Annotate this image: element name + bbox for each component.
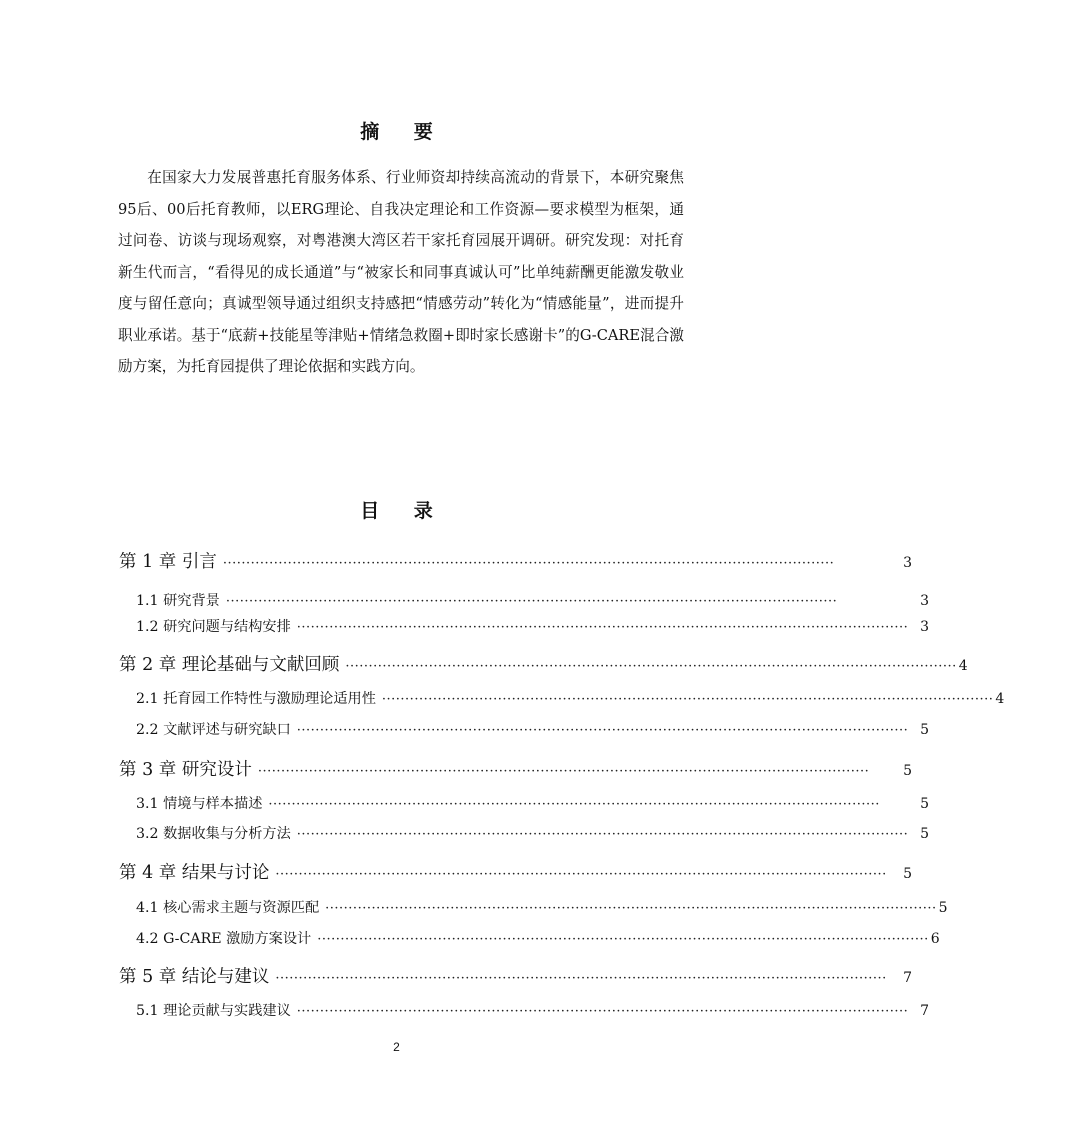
toc-entry-section-1-2[interactable]	[0, 616, 1080, 636]
toc-entry-chapter-4[interactable]	[0, 859, 1057, 884]
toc-entry-section-4-2[interactable]	[0, 928, 1086, 948]
toc-entry-label: 2.2 文献评述与研究缺口	[136, 722, 291, 738]
toc-entry-label: 第 5 章 结论与建议	[119, 967, 270, 987]
toc-entry-label: 5.1 理论贡献与实践建议	[136, 1003, 291, 1019]
toc-dot-leader: ····································································································································	[257, 764, 870, 779]
toc-entry-page: 3	[920, 593, 929, 609]
page-number: 2	[393, 1040, 400, 1054]
toc-dot-leader: ····································································································································	[345, 659, 957, 674]
toc-title: 目 录	[360, 499, 447, 522]
toc-entry-section-2-2[interactable]	[0, 719, 1080, 739]
toc-entry-page: 5	[938, 900, 948, 916]
toc-entry-page: 5	[903, 763, 912, 779]
toc-dot-leader: ····································································································································	[268, 797, 880, 812]
toc-entry-label: 1.2 研究问题与结构安排	[136, 619, 291, 635]
toc-entry-chapter-5[interactable]	[0, 963, 1058, 988]
toc-entry-page: 5	[920, 826, 929, 842]
toc-entry-page: 3	[920, 619, 929, 635]
toc-entry-label: 第 4 章 结果与讨论	[119, 863, 270, 883]
toc-dot-leader: ····································································································································	[325, 901, 937, 916]
toc-entry-page: 4	[995, 691, 1005, 707]
toc-entry-section-2-1[interactable]	[0, 688, 1080, 708]
toc-entry-label: 第 2 章 理论基础与文献回顾	[119, 655, 340, 675]
toc-entry-chapter-3[interactable]	[0, 756, 1063, 781]
toc-entry-label: 1.1 研究背景	[136, 593, 220, 609]
toc-entry-section-4-1[interactable]	[0, 897, 1076, 917]
toc-entry-label: 第 3 章 研究设计	[119, 760, 252, 780]
toc-entry-page: 7	[920, 1003, 929, 1019]
toc-entry-label: 第 1 章 引言	[119, 552, 217, 572]
abstract-body: 在国家大力发展普惠托育服务体系、行业师资却持续高流动的背景下，本研究聚焦95后、00后托育教师，以ERG理论、自我决定理论和工作资源—要求模型为框架，通过问卷、访谈与现场观察，对粤港澳大湾区若干家托育园展开调研。研究发现：对托育新生代而言，“看得见的成长通道”与“被家长和同事真诚认可”比单纯薪酬更能激发敬业度与留任意向；真诚型领导通过组织支持感把“情感劳动”转化为“情感能量”，进而提升职业承诺。基于“底薪+技能星等津贴+情绪急救圈+即时家长感谢卡”的G-CARE混合激励方案，为托育园提供了理论依据和实践方向。	[118, 169, 684, 375]
toc-dot-leader: ····································································································································	[225, 594, 838, 609]
toc-entry-page: 7	[903, 970, 912, 986]
abstract-title: 摘 要	[360, 120, 447, 143]
toc-entry-label: 3.1 情境与样本描述	[136, 796, 263, 812]
toc-dot-leader: ····································································································································	[222, 556, 835, 571]
toc-dot-leader: ····································································································································	[275, 971, 887, 986]
toc-dot-leader: ····································································································································	[381, 692, 994, 707]
toc-dot-leader: ····································································································································	[296, 827, 909, 842]
toc-entry-label: 3.2 数据收集与分析方法	[136, 826, 291, 842]
toc-entry-page: 6	[930, 931, 940, 947]
toc-entry-label: 2.1 托育园工作特性与激励理论适用性	[136, 691, 376, 707]
toc-entry-label: 4.2 G-CARE 激励方案设计	[136, 931, 312, 947]
toc-entry-section-1-1[interactable]	[0, 590, 1080, 610]
toc-dot-leader: ····································································································································	[296, 1004, 909, 1019]
toc-entry-section-3-2[interactable]	[0, 823, 1077, 843]
toc-entry-page: 5	[903, 866, 912, 882]
toc-entry-page: 5	[920, 796, 929, 812]
toc-entry-page: 4	[958, 658, 968, 674]
toc-entry-section-3-1[interactable]	[0, 793, 1076, 813]
toc-dot-leader: ····································································································································	[296, 723, 909, 738]
toc-entry-label: 4.1 核心需求主题与资源匹配	[136, 900, 320, 916]
toc-entry-page: 3	[903, 555, 912, 571]
toc-dot-leader: ····································································································································	[317, 932, 929, 947]
toc-entry-chapter-1[interactable]	[0, 548, 1065, 573]
toc-entry-page: 5	[920, 722, 929, 738]
toc-dot-leader: ····································································································································	[296, 620, 909, 635]
toc-entry-chapter-2[interactable]	[0, 651, 1063, 676]
toc-dot-leader: ····································································································································	[275, 867, 887, 882]
toc-entry-section-5-1[interactable]	[0, 1000, 1077, 1020]
